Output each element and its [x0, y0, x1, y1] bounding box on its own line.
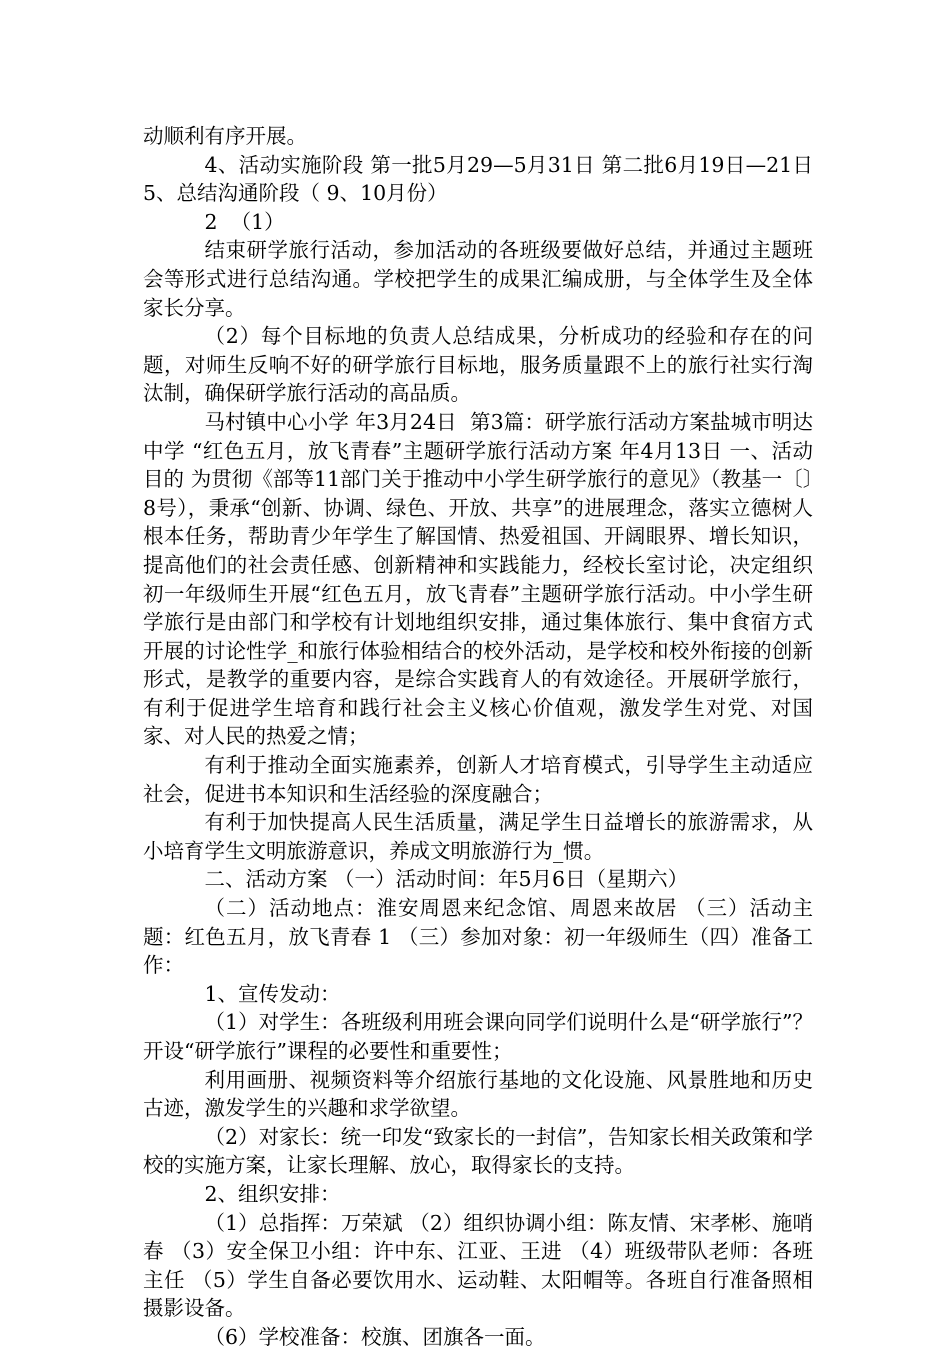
paragraph-14: （2）对家长：统一印发“致家长的一封信”，告知家长相关政策和学校的实施方案，让家长理解、放心，取得家长的支持。 [143, 1124, 813, 1178]
paragraph-12: （1）对学生：各班级利用班会课向同学们说明什么是“研学旅行”？开设“研学旅行”课程的必要性和重要性； [143, 1010, 813, 1063]
paragraph-7: 有利于推动全面实施素养，创新人才培育模式，引导学生主动适应社会，促进书本知识和生活经验的深度融合； [143, 753, 813, 806]
document-body [143, 122, 820, 1352]
paragraph-9: 二、活动方案 （一）活动时间：年5月6日（星期六） [204, 867, 689, 892]
paragraph-11: 1、宣传发动： [204, 981, 341, 1006]
paragraph-4: 结束研学旅行活动，参加活动的各班级要做好总结，并通过主题班会等形式进行总结沟通。学校把学生的成果汇编成册，与全体学生及全体家长分享。 [143, 238, 813, 320]
paragraph-3: 2 （1） [204, 209, 285, 234]
paragraph-15: 2、组织安排： [204, 1181, 341, 1206]
paragraph-1: 动顺利有序开展。 [143, 124, 307, 148]
paragraph-10: （二）活动地点：淮安周恩来纪念馆、周恩来故居 （三）活动主题：红色五月，放飞青春 1 （三）参加对象：初一年级师生（四）准备工作： [143, 896, 813, 978]
paragraph-2: 4、活动实施阶段 第一批5月29—5月31日 第二批6月19日—21日 5、总结沟通阶段（ 9、10月份） [143, 152, 820, 206]
paragraph-16: （1）总指挥：万荣斌 （2）组织协调小组：陈友情、宋孝彬、施哨春 （3）安全保卫小组：许中东、江亚、王进 （4）班级带队老师：各班主任 （5）学生自备必要饮用水、运动鞋、太阳帽等。各班自行准备照相摄影设备。 [143, 1210, 813, 1321]
paragraph-13: 利用画册、视频资料等介绍旅行基地的文化设施、风景胜地和历史古迹，激发学生的兴趣和求学欲望。 [143, 1067, 813, 1121]
paragraph-5: （2）每个目标地的负责人总结成果，分析成功的经验和存在的问题，对师生反响不好的研学旅行目标地，服务质量跟不上的旅行社实行淘汰制，确保研学旅行活动的高品质。 [143, 324, 813, 406]
paragraph-6: 马村镇中心小学 年3月24日 第3篇：研学旅行活动方案盐城市明达中学 “红色五月，放飞青春”主题研学旅行活动方案 年4月13日 一、活动目的 为贯彻《部等11部门关于推动中小学生研学旅行的意见》（教基一〔〕8号），秉承“创新、协调、绿色、开放、共享”的进展理念，落实立德树人根本任务，帮助青少年学生了解国情、热爱祖国、开阔眼界、增长知识，提高他们的社会责任感、创新精神和实践能力，经校长室讨论，决定组织初一年级师生开展“红色五月，放飞青春”主题研学旅行活动。中小学生研学旅行是由部门和学校有计划地组织安排，通过集体旅行、集中食宿方式开展的讨论性学_和旅行体验相结合的校外活动，是学校和校外衔接的创新形式，是教学的重要内容，是综合实践育人的有效途径。开展研学旅行，有利于促进学生培育和践行社会主义核心价值观，激发学生对党、对国家、对人民的热爱之情； [143, 409, 813, 749]
paragraph-17: （6）学校准备：校旗、团旗各一面。 [204, 1324, 546, 1349]
paragraph-8: 有利于加快提高人民生活质量，满足学生日益增长的旅游需求，从小培育学生文明旅游意识，养成文明旅游行为_惯。 [143, 810, 813, 863]
